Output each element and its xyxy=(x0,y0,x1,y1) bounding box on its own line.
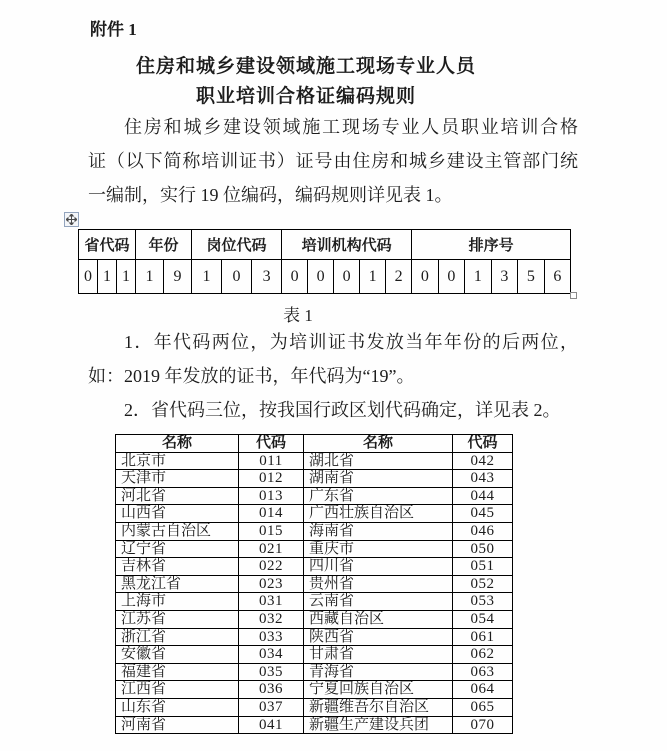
code-digit-row xyxy=(79,260,571,294)
province-code-cell: 043 xyxy=(453,470,513,488)
code-digit-cell: 3 xyxy=(491,260,518,294)
province-table-row xyxy=(116,540,513,558)
province-code-cell: 064 xyxy=(453,681,513,699)
province-code-cell: 053 xyxy=(453,593,513,611)
province-name-cell: 北京市 xyxy=(116,452,239,470)
province-code-cell: 013 xyxy=(239,487,304,505)
province-name-cell: 云南省 xyxy=(304,593,453,611)
province-name-cell: 山东省 xyxy=(116,698,239,716)
province-code-cell: 023 xyxy=(239,575,304,593)
province-name-cell: 甘肃省 xyxy=(304,646,453,664)
group-header-year: 年份 xyxy=(136,230,192,260)
column-header-name: 名称 xyxy=(304,435,453,453)
province-name-cell: 辽宁省 xyxy=(116,540,239,558)
code-digit-cell: 1 xyxy=(117,260,136,294)
province-code-cell: 037 xyxy=(239,698,304,716)
group-header-serial-number: 排序号 xyxy=(412,230,571,260)
province-code-cell: 052 xyxy=(453,575,513,593)
code-digit-cell: 3 xyxy=(252,260,282,294)
table1-caption: 表 1 xyxy=(283,306,313,325)
province-table-row xyxy=(116,610,513,628)
code-digit-cell: 0 xyxy=(308,260,334,294)
province-code-cell: 042 xyxy=(453,452,513,470)
code-digit-cell: 0 xyxy=(222,260,252,294)
doc-title-line1: 住房和城乡建设领域施工现场专业人员 xyxy=(135,56,476,77)
column-header-code: 代码 xyxy=(453,435,513,453)
province-name-cell: 江苏省 xyxy=(116,610,239,628)
province-code-cell: 021 xyxy=(239,540,304,558)
province-table-row xyxy=(116,575,513,593)
province-code-table xyxy=(115,434,513,734)
province-code-cell: 015 xyxy=(239,522,304,540)
province-name-cell: 河南省 xyxy=(116,716,239,734)
province-name-cell: 湖北省 xyxy=(304,452,453,470)
province-code-cell: 011 xyxy=(239,452,304,470)
province-name-cell: 山西省 xyxy=(116,505,239,523)
code-structure-header-row xyxy=(79,230,571,260)
province-name-cell: 贵州省 xyxy=(304,575,453,593)
province-name-cell: 陕西省 xyxy=(304,628,453,646)
code-digit-cell: 1 xyxy=(465,260,492,294)
province-code-cell: 070 xyxy=(453,716,513,734)
province-code-cell: 022 xyxy=(239,558,304,576)
code-digit-cell: 1 xyxy=(136,260,164,294)
province-table-header-row xyxy=(116,435,513,453)
notes-paragraph xyxy=(88,325,578,427)
province-code-cell: 046 xyxy=(453,522,513,540)
doc-title-line2: 职业培训合格证编码规则 xyxy=(195,86,416,107)
note1-line: 如：2019 年发放的证书，年代码为“19”。 xyxy=(88,366,415,386)
province-code-cell: 063 xyxy=(453,663,513,681)
province-name-cell: 重庆市 xyxy=(304,540,453,558)
province-code-cell: 033 xyxy=(239,628,304,646)
province-table-row xyxy=(116,716,513,734)
province-code-cell: 045 xyxy=(453,505,513,523)
province-name-cell: 四川省 xyxy=(304,558,453,576)
province-name-cell: 青海省 xyxy=(304,663,453,681)
province-table-row xyxy=(116,470,513,488)
province-code-cell: 032 xyxy=(239,610,304,628)
province-name-cell: 新疆维吾尔自治区 xyxy=(304,698,453,716)
province-code-cell: 012 xyxy=(239,470,304,488)
province-code-cell: 036 xyxy=(239,681,304,699)
code-digit-cell: 0 xyxy=(282,260,308,294)
province-table-row xyxy=(116,452,513,470)
group-header-institution-code: 培训机构代码 xyxy=(282,230,412,260)
intro-line: 证（以下简称培训证书）证号由住房和城乡建设主管部门统 xyxy=(88,151,578,171)
table-resize-handle-icon[interactable] xyxy=(570,292,577,299)
code-digit-cell: 1 xyxy=(360,260,386,294)
column-header-code: 代码 xyxy=(239,435,304,453)
code-digit-cell: 0 xyxy=(334,260,360,294)
code-digit-cell: 0 xyxy=(412,260,439,294)
code-digit-cell: 0 xyxy=(438,260,465,294)
code-digit-cell: 5 xyxy=(518,260,545,294)
province-table-row xyxy=(116,681,513,699)
province-table-row xyxy=(116,628,513,646)
province-code-cell: 014 xyxy=(239,505,304,523)
note1-line: 1．年代码两位，为培训证书发放当年年份的后两位， xyxy=(124,332,578,352)
province-name-cell: 江西省 xyxy=(116,681,239,699)
province-table-row xyxy=(116,698,513,716)
province-name-cell: 内蒙古自治区 xyxy=(116,522,239,540)
province-name-cell: 黑龙江省 xyxy=(116,575,239,593)
province-code-cell: 051 xyxy=(453,558,513,576)
intro-line: 一编制，实行 19 位编码，编码规则详见表 1。 xyxy=(88,185,453,205)
code-digit-cell: 0 xyxy=(79,260,98,294)
code-digit-cell: 6 xyxy=(544,260,571,294)
province-name-cell: 西藏自治区 xyxy=(304,610,453,628)
province-code-cell: 062 xyxy=(453,646,513,664)
province-code-cell: 041 xyxy=(239,716,304,734)
province-table-row xyxy=(116,663,513,681)
four-way-arrow-icon xyxy=(66,214,77,225)
code-digit-cell: 2 xyxy=(386,260,412,294)
province-table-row xyxy=(116,505,513,523)
code-digit-cell: 1 xyxy=(98,260,117,294)
province-name-cell: 广东省 xyxy=(304,487,453,505)
province-code-cell: 050 xyxy=(453,540,513,558)
province-code-cell: 034 xyxy=(239,646,304,664)
province-code-cell: 054 xyxy=(453,610,513,628)
province-name-cell: 湖南省 xyxy=(304,470,453,488)
province-code-cell: 065 xyxy=(453,698,513,716)
province-name-cell: 上海市 xyxy=(116,593,239,611)
province-table-row xyxy=(116,558,513,576)
province-code-cell: 061 xyxy=(453,628,513,646)
province-table-row xyxy=(116,646,513,664)
province-name-cell: 吉林省 xyxy=(116,558,239,576)
province-table-row xyxy=(116,593,513,611)
code-digit-cell: 9 xyxy=(164,260,192,294)
intro-paragraph xyxy=(88,110,578,212)
province-table-row xyxy=(116,522,513,540)
province-name-cell: 安徽省 xyxy=(116,646,239,664)
province-code-cell: 035 xyxy=(239,663,304,681)
intro-line: 住房和城乡建设领域施工现场专业人员职业培训合格 xyxy=(124,117,578,137)
province-table-row xyxy=(116,487,513,505)
code-digit-cell: 1 xyxy=(192,260,222,294)
province-name-cell: 宁夏回族自治区 xyxy=(304,681,453,699)
province-name-cell: 福建省 xyxy=(116,663,239,681)
province-code-cell: 031 xyxy=(239,593,304,611)
province-name-cell: 海南省 xyxy=(304,522,453,540)
province-name-cell: 浙江省 xyxy=(116,628,239,646)
group-header-post-code: 岗位代码 xyxy=(192,230,282,260)
province-name-cell: 天津市 xyxy=(116,470,239,488)
table-move-handle-icon[interactable] xyxy=(64,212,79,227)
group-header-province-code: 省代码 xyxy=(79,230,136,260)
code-structure-table xyxy=(78,229,571,294)
province-name-cell: 新疆生产建设兵团 xyxy=(304,716,453,734)
province-name-cell: 河北省 xyxy=(116,487,239,505)
note2-line: 2．省代码三位，按我国行政区划代码确定，详见表 2。 xyxy=(124,400,561,420)
column-header-name: 名称 xyxy=(116,435,239,453)
province-name-cell: 广西壮族自治区 xyxy=(304,505,453,523)
attachment-label: 附件 1 xyxy=(90,20,137,39)
province-code-cell: 044 xyxy=(453,487,513,505)
